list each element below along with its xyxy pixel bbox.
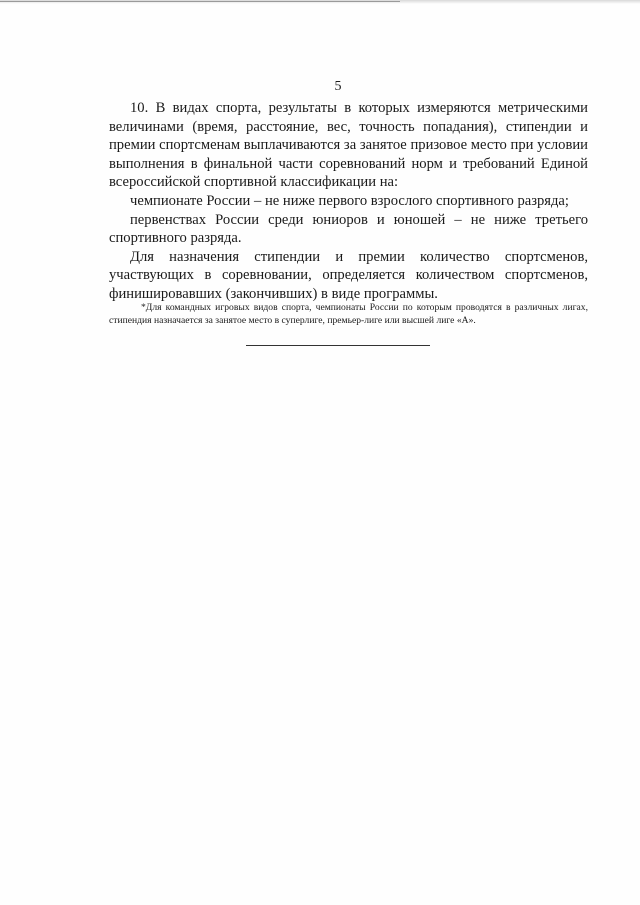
- page-number: 5: [334, 79, 342, 94]
- end-of-text-rule: [246, 345, 430, 346]
- footnote-text: *Для командных игровых видов спорта, чемпионаты России по которым проводятся в различных лигах, стипендия назначается за занятое место в суперлиге, премьер-лиге или высшей лиге «А».: [109, 302, 588, 327]
- paragraph-item-10: 10. В видах спорта, результаты в которых измеряются метрическими величинами (время, расстояние, вес, точность попадания), стипендии и премии спортсменам выплачиваются за занятое призовое место при условии выполнения в финальной части соревнований норм и требований Единой всероссийской спортивной классификации на:: [109, 100, 588, 191]
- paragraph-participants-count: Для назначения стипендии и премии количество спортсменов, участвующих в соревновании, определяется количеством спортсменов, финишировавших (закончивших) в виде программы.: [109, 248, 588, 302]
- scan-artifact-line: [0, 1, 400, 2]
- document-body: [109, 99, 588, 304]
- paragraph-championship: чемпионате России – не ниже первого взрослого спортивного разряда;: [130, 192, 569, 209]
- paragraph-junior-championship: первенствах России среди юниоров и юношей – не ниже третьего спортивного разряда.: [109, 211, 588, 247]
- footnote: [109, 301, 588, 328]
